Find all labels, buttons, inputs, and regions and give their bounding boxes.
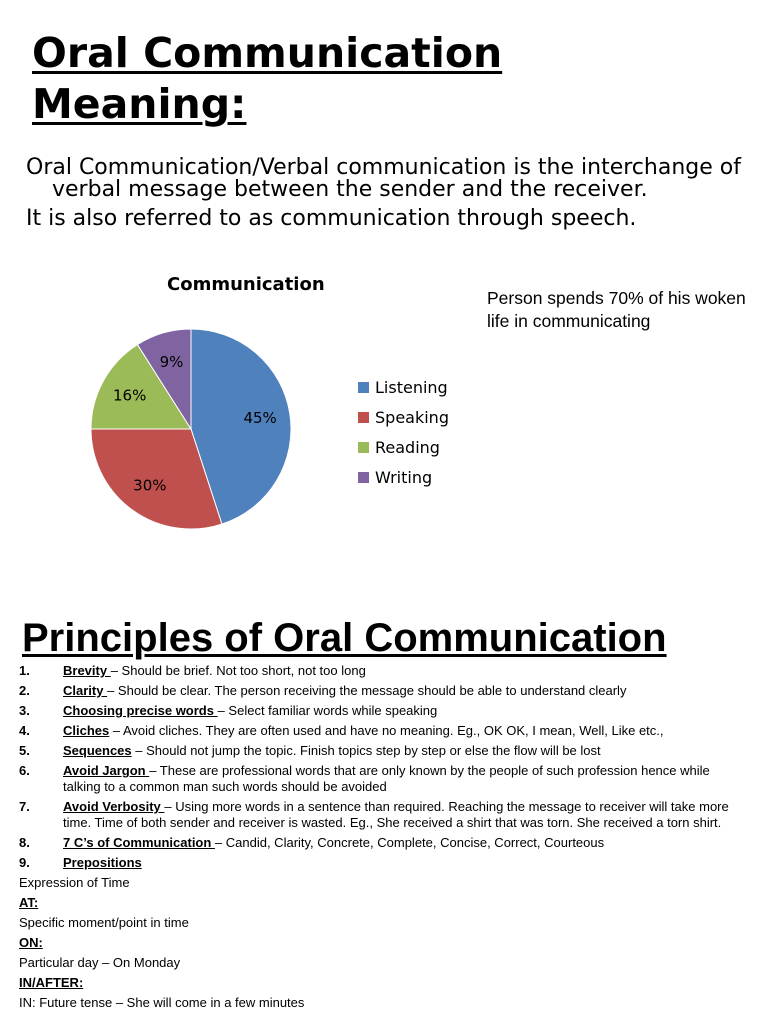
intro-paragraph-1: Oral Communication/Verbal communication is the interchange of verbal message between the sender and the receiver. <box>26 155 741 202</box>
pie-label-reading: 16% <box>112 386 147 405</box>
principle-body <box>63 703 749 719</box>
principle-text: – Should not jump the topic. Finish topics step by step or else the flow will be lost <box>131 743 601 758</box>
legend-swatch <box>358 382 369 393</box>
legend-swatch <box>358 472 369 483</box>
principle-item <box>19 703 749 719</box>
pie-label-speaking: 30% <box>133 476 167 495</box>
principle-item <box>19 743 749 759</box>
legend-label: Listening <box>375 377 448 397</box>
principle-number: 8. <box>19 835 30 850</box>
at-label: AT: <box>19 895 39 910</box>
principle-body <box>63 763 749 795</box>
principle-item <box>19 663 749 679</box>
principle-body <box>63 663 749 679</box>
page-title-line2: Meaning: <box>32 80 247 128</box>
principle-term: Prepositions <box>63 855 142 870</box>
legend-swatch <box>358 442 369 453</box>
principle-number: 2. <box>19 683 30 698</box>
principle-term: 7 C’s of Communication <box>63 835 215 850</box>
legend-item-listening <box>358 372 449 402</box>
legend-label: Reading <box>375 437 440 457</box>
communication-note: Person spends 70% of his woken life in communicating <box>487 288 746 331</box>
principle-text: – These are professional words that are only known by the people of such profession hence while talking to a common man such words should be avoided <box>63 763 710 794</box>
legend-label: Speaking <box>375 407 449 427</box>
principle-text: – Candid, Clarity, Concrete, Complete, Concise, Correct, Courteous <box>214 835 605 850</box>
on-text: Particular day – On Monday <box>19 955 181 970</box>
prepositions-details <box>19 875 749 1015</box>
principle-term: Choosing precise words <box>63 703 218 718</box>
principle-text: – Avoid cliches. They are often used and have no meaning. Eg., OK OK, I mean, Well, Like etc., <box>109 723 664 738</box>
pie-chart <box>80 318 320 543</box>
principle-number: 1. <box>19 663 30 678</box>
principle-text: – Select familiar words while speaking <box>217 703 438 718</box>
principle-text: – Using more words in a sentence than required. Reaching the message to receiver will take more time. Time of both sender and receiver is wasted. Eg., She received a shirt that was torn. She received a torn shirt. <box>63 799 729 830</box>
pie-label-writing: 9% <box>159 352 184 371</box>
legend-item-reading <box>358 432 449 462</box>
page-title-line1: Oral Communication <box>32 29 503 77</box>
principle-term: Brevity <box>63 663 111 678</box>
principle-number: 5. <box>19 743 30 758</box>
intro-paragraph-2: It is also referred to as communication through speech. <box>26 206 637 231</box>
principles-heading: Principles of Oral Communication <box>22 616 667 660</box>
inafter-label: IN/AFTER: <box>19 975 84 990</box>
principle-term: Cliches <box>63 723 110 738</box>
principle-item <box>19 763 749 795</box>
principle-term: Clarity <box>63 683 108 698</box>
inafter-text: IN: Future tense – She will come in a few minutes <box>19 995 305 1010</box>
principle-body <box>63 835 749 851</box>
legend-item-writing <box>358 462 449 492</box>
legend-label: Writing <box>375 467 433 487</box>
principle-number: 7. <box>19 799 30 814</box>
principle-number: 6. <box>19 763 30 778</box>
principle-body <box>63 723 749 739</box>
chart-legend <box>358 372 449 492</box>
principle-body <box>63 799 749 831</box>
principle-item <box>19 835 749 851</box>
principle-item <box>19 855 749 871</box>
on-label: ON: <box>19 935 43 950</box>
legend-swatch <box>358 412 369 423</box>
principle-number: 9. <box>19 855 30 870</box>
principle-item <box>19 683 749 699</box>
principle-item <box>19 799 749 831</box>
principle-item <box>19 723 749 739</box>
page-title <box>32 28 502 130</box>
principle-number: 4. <box>19 723 30 738</box>
principle-term: Sequences <box>63 743 132 758</box>
principle-term: Avoid Verbosity <box>63 799 165 814</box>
intro-section <box>26 157 756 230</box>
principle-body <box>63 683 749 699</box>
expression-of-time: Expression of Time <box>19 875 130 890</box>
pie-label-listening: 45% <box>243 409 277 428</box>
at-text: Specific moment/point in time <box>19 915 189 930</box>
principle-term: Avoid Jargon <box>63 763 150 778</box>
principles-list <box>19 663 749 1015</box>
chart-title: Communication <box>167 274 325 295</box>
principle-text: – Should be clear. The person receiving the message should be able to understand clearly <box>107 683 627 698</box>
principle-body <box>63 855 749 871</box>
principle-body <box>63 743 749 759</box>
principle-text: – Should be brief. Not too short, not too long <box>110 663 366 678</box>
legend-item-speaking <box>358 402 449 432</box>
principle-number: 3. <box>19 703 30 718</box>
